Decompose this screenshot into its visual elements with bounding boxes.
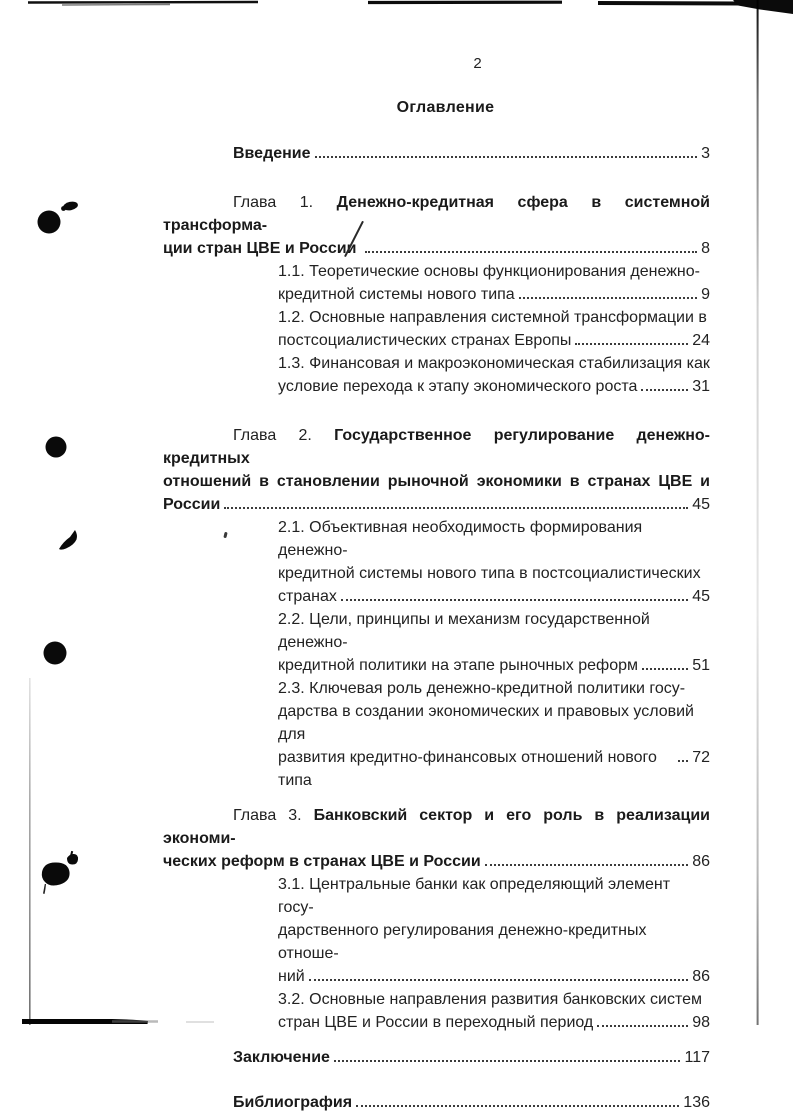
dot-leader [575,343,688,345]
dot-leader [597,1025,688,1027]
section-text: развития кредитно-финансовых отношений нового типа [278,746,674,792]
section-line: кредитной системы нового типа в постсоциалистических [278,562,710,585]
section-page: 45 [692,585,710,608]
toc-entry-label: Заключение [233,1046,330,1069]
chapter-title-text: ции стран ЦВЕ и России [163,237,356,260]
section-last-line [278,746,710,792]
toc-section-2-3 [278,677,710,792]
section-last-line [278,585,710,608]
chapter-title-last-line [163,850,710,873]
toc-chapter-3 [163,804,710,1034]
section-text: стран ЦВЕ и России в переходный период [278,1011,593,1034]
dot-leader [641,389,688,391]
section-line: 3.2. Основные направления развития банковских систем [278,988,710,1011]
chapter-title-text: Денежно-кредитная сфера в системной трансформа- [163,194,710,234]
chapter-title-last-line [163,237,710,260]
ink-blob-small [62,200,78,211]
section-page: 72 [692,746,710,769]
section-line: 2.2. Цели, принципы и механизм государственной денежно- [278,608,710,654]
section-last-line [278,965,710,988]
dot-leader [485,864,689,866]
dot-leader [224,507,688,509]
section-text: кредитной системы нового типа [278,283,515,306]
section-line: 2.3. Ключевая роль денежно-кредитной политики госу- [278,677,710,700]
chapter-title-line: отношений в становлении рыночной экономики в странах ЦВЕ и [163,470,710,493]
section-line: 1.3. Финансовая и макроэкономическая стабилизация как [278,352,710,375]
chapter-title-text: ческих реформ в странах ЦВЕ и России [163,850,481,873]
section-page: 24 [692,329,710,352]
section-last-line [278,1011,710,1034]
section-page: 9 [701,283,710,306]
section-line: дарственного регулирования денежно-кредитных отноше- [278,919,710,965]
ink-blob [38,211,61,234]
section-text: странах [278,585,337,608]
ink-blob-small [67,854,78,865]
chapter-title-text: Государственное регулирование денежно-кредитных [163,427,710,467]
chapter-page: 8 [701,237,710,260]
dot-leader [309,979,688,981]
chapter-title-line [163,191,710,237]
dot-leader [365,251,697,253]
section-line: дарства в создании экономических и правовых условий для [278,700,710,746]
section-page: 86 [692,965,710,988]
section-text: постсоциалистических странах Европы [278,329,571,352]
section-last-line [278,329,710,352]
chapter-prefix: Глава 1. [233,194,337,211]
scan-line-right [757,0,759,1025]
scan-line-left [29,678,31,1025]
dot-leader [341,599,688,601]
dot-leader [642,668,688,670]
chapter-title-last-line [163,493,710,516]
toc-section-3-1 [278,873,710,988]
chapter-title-text: Банковский сектор и его роль в реализации экономи- [163,807,710,847]
page-number: 2 [163,52,710,75]
ink-blob-small [61,206,66,211]
dot-leader [356,1105,679,1107]
toc-entry-page: 3 [701,142,710,165]
section-text: условие перехода к этапу экономического роста [278,375,637,398]
toc-chapter-1 [163,191,710,398]
ink-blob [42,862,70,885]
section-line: 2.1. Объективная необходимость формирования денежно- [278,516,710,562]
section-page: 51 [692,654,710,677]
section-last-line [278,375,710,398]
dot-leader [519,297,697,299]
ink-blob-arrow [59,530,77,550]
ink-blob-small [69,851,73,859]
toc-section-3-2 [278,988,710,1034]
toc-entry-page: 117 [684,1046,710,1069]
toc-entry-introduction [163,142,710,165]
toc-entry-label: Введение [233,142,311,165]
chapter-title-line [163,424,710,470]
section-line: 1.2. Основные направления системной трансформации в [278,306,710,329]
section-page: 98 [692,1011,710,1034]
section-text: кредитной политики на этапе рыночных реформ [278,654,638,677]
section-text: ний [278,965,305,988]
chapter-page: 86 [692,850,710,873]
section-line: 3.1. Центральные банки как определяющий элемент госу- [278,873,710,919]
toc-entry-label: Библиография [233,1091,352,1114]
section-page: 31 [692,375,710,398]
scan-streak-top [28,0,793,14]
toc-entry-page: 136 [683,1091,710,1114]
ink-blob-tail [43,884,46,894]
chapter-prefix: Глава 2. [233,427,334,444]
toc-section-2-1 [278,516,710,608]
toc-entry-conclusion [163,1046,710,1069]
toc-section-1-2 [278,306,710,352]
toc-content [163,52,710,1114]
section-last-line [278,283,710,306]
scan-corner-topright [733,0,793,14]
toc-section-1-1 [278,260,710,306]
section-line: 1.1. Теоретические основы функционирования денежно- [278,260,710,283]
dot-leader [678,760,688,762]
toc-section-2-2 [278,608,710,677]
toc-entry-bibliography [163,1091,710,1114]
toc-chapter-2 [163,424,710,792]
chapter-prefix: Глава 3. [233,807,314,824]
pen-mark [356,251,361,253]
dot-leader [334,1060,681,1062]
section-last-line [278,654,710,677]
dot-leader [315,156,698,158]
toc-section-1-3 [278,352,710,398]
page-title: Оглавление [163,96,710,119]
chapter-title-text: России [163,493,220,516]
ink-blob [44,642,67,665]
chapter-title-line [163,804,710,850]
chapter-page: 45 [692,493,710,516]
ink-blob [46,437,67,458]
